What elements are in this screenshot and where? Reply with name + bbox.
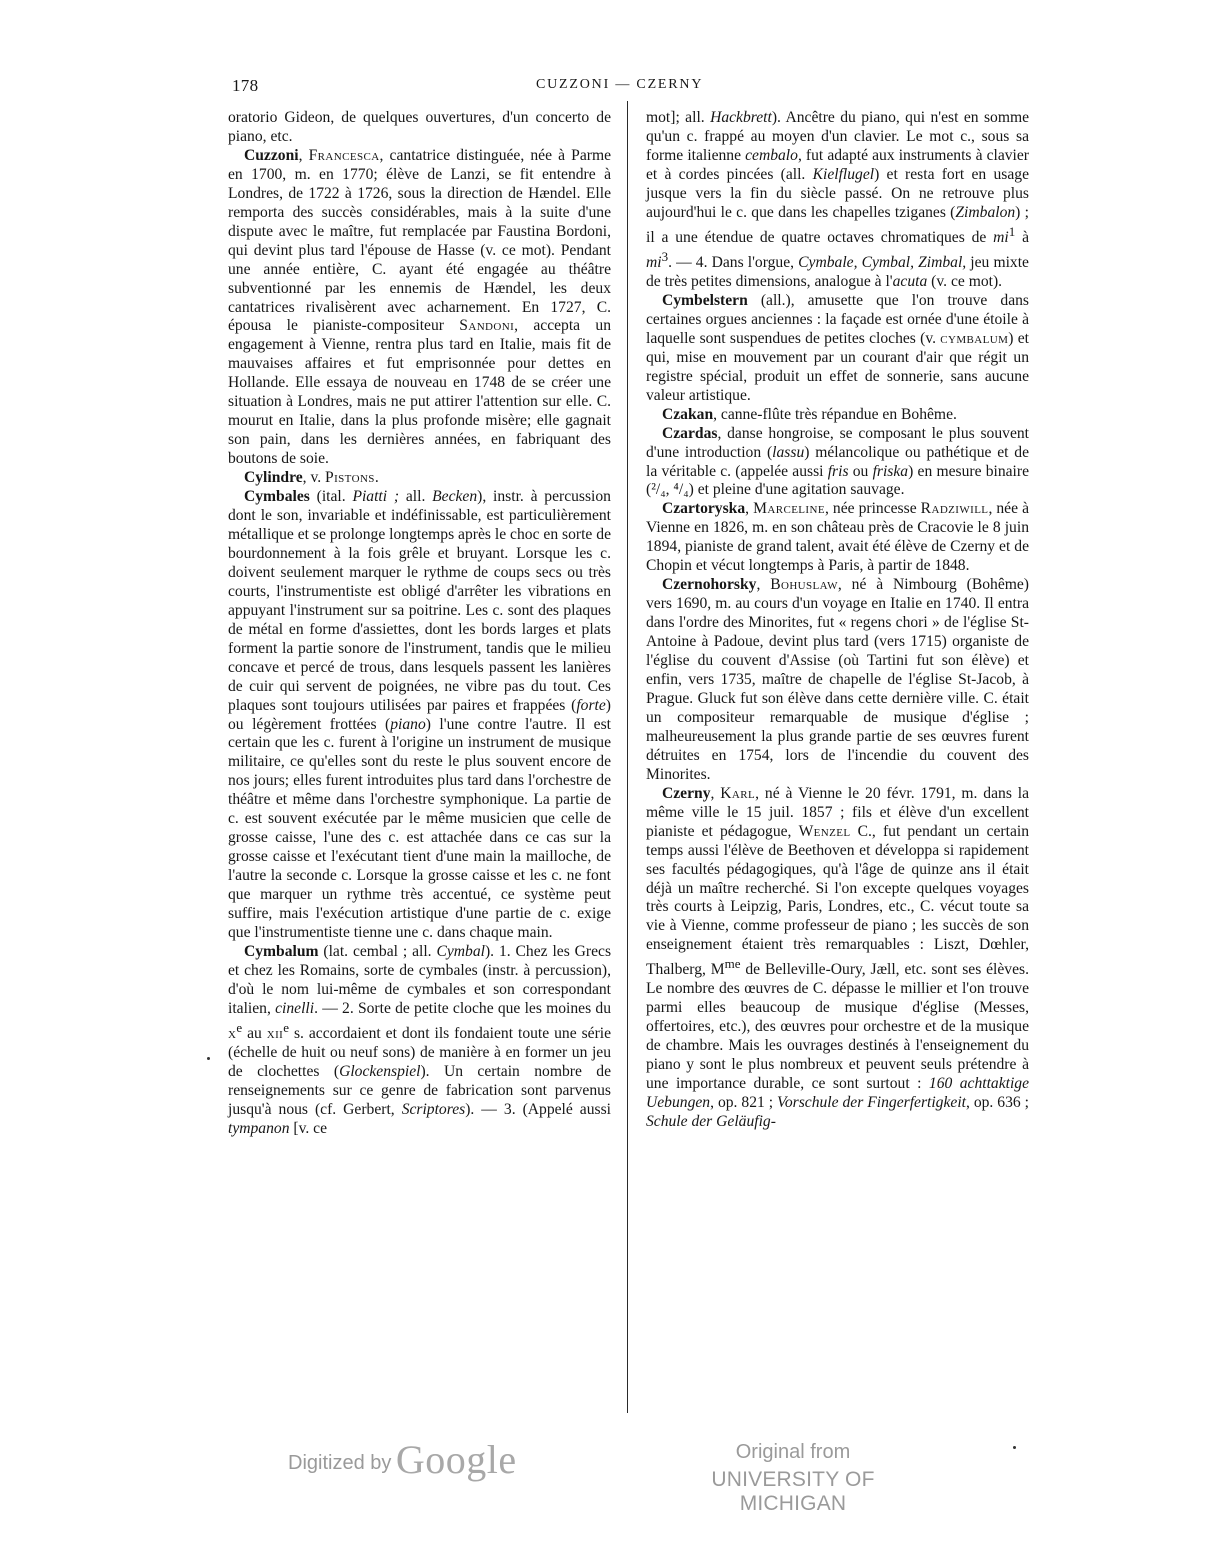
headword: Czerny <box>662 784 711 802</box>
headword: Cymbelstern <box>662 291 748 309</box>
column-rule <box>627 101 628 1413</box>
entry-czernohorsky: Czernohorsky, Bohuslaw, né à Nimbourg (Bohême) vers 1690, m. au cours d'un voyage en Italie en 1740. Il entra dans l'ordre des Minorites, fut « regens chori » de l'église St-Antoine à Padoue, devint plus tard (vers 1715) organiste de l'église du couvent d'Assise (où Tartini fut son élève) et enfin, vers 1735, maître de chapelle de l'église St-Jacob, à Prague. Gluck fut son élève dans cette dernière ville. C. était un compositeur remarquable de musique d'église ; malheureusement la plus grande partie de ses œuvres furent détruites en 1754, lors de l'incendie du couvent des Minorites. <box>646 576 1029 783</box>
entry-czardas: Czardas, danse hongroise, se composant le plus souvent d'une introduction (lassu) mélancolique ou pathétique et de la véritable c. (appelée aussi fris ou friska) en mesure binaire (²/₄, ⁴/₄) et pleine d'une agitation sauvage. <box>646 424 1030 499</box>
headword: Czernohorsky <box>662 576 757 594</box>
headword: Cymbales <box>244 488 310 506</box>
entry-cymbalum: Cymbalum (lat. cembal ; all. Cymbal). 1. Chez les Grecs et chez les Romains, sorte de cymbales (instr. à percussion), d'où le nom lui-même de cymbales et son correspondant italien, cinelli. — 2. Sorte de petite cloche que les moines du $x^e$ au xii$^e$ s. accordaient et dont ils fondaient toute une série (échelle de huit ou neuf sons) de manière à en former un jeu de clochettes (Glockenspiel). Un certain nombre de renseignements sur ce genre de fabrication sont parvenus jusqu'à nous (cf. Gerbert, Scriptores). — 3. (Appelé aussi tympanon [v. ce <box>228 942 612 1137</box>
entry-cymbales: Cymbales (ital. Piatti ; all. Becken), instr. à percussion dont le son, invariable et indéfinissable, est particulièrement métallique et se prolonge longtemps après le choc en sorte de bourdonnement à la fois grêle et bruyant. Lorsque les c. doivent seulement marquer le rythme de coups secs ou très courts, l'instrumentiste est obligé d'arrêter les vibrations en appuyant l'instrument sur sa poitrine. Les c. sont des plaques de métal en forme d'assiettes, dont les bords larges et plats forment la partie sonore de l'instrument, tandis que le milieu concave et percé de trous, dans lesquels passent les lanières de cuir qui servent de poignées, ne vibre pas du tout. Ces plaques sont toujours utilisées par paires et frappées (forte) ou légèrement frottées (piano) l'une contre l'autre. Il est certain que les c. furent à l'origine un instrument de musique militaire, ce qu'elles sont du reste le plus souvent encore de nos jours; elles furent introduites plus tard dans l'orchestre de théâtre et même dans l'orchestre symphonique. La partie de c. est souvent exécutée par le même musicien que celle de grosse caisse, l'une des c. est attachée dans ce cas sur la grosse caisse et l'exécutant tient d'une main la mailloche, de l'autre la seconde c. Lorsque la grosse caisse et les c. ne font que marquer un rythme très accentué, ce système peut suffire, mais l'exécution artistique d'une partie de c. exige que l'instrumentiste tienne une c. dans chaque main. <box>228 488 611 941</box>
entry-cylindre: Cylindre, v. Pistons. <box>244 469 379 487</box>
headword: Czardas <box>662 424 718 442</box>
google-watermark: Digitized by Google <box>288 1437 517 1482</box>
scan-speck <box>207 1057 210 1060</box>
gideon-continuation: oratorio Gideon, de quelques ouvertures, d'un concerto de piano, etc. <box>228 109 611 145</box>
entry-czakan: Czakan, canne-flûte très répandue en Bohême. <box>662 405 957 423</box>
entry-czerny: Czerny, Karl, né à Vienne le 20 févr. 1791, m. dans la même ville le 15 juil. 1857 ; fils et élève d'un excellent pianiste et pédagogue, Wenzel C., fut pendant un certain temps aussi l'élève de Beethoven et développa si rapidement ses facultés pédagogiques, qu'à l'âge de quinze ans il était déjà un maître recherché. Si l'on excepte quelques voyages très courts à Leipzig, Paris, Londres, etc., C. vécut toute sa vie à Vienne, comme professeur de piano ; les succès de son enseignement étaient très remarquables : Liszt, Dœhler, Thalberg, $M^{me}$ de Belleville-Oury, Jæll, etc. sont ses élèves. Le nombre des œuvres de C. dépasse le millier et l'on trouve parmi elles beaucoup de musique d'église (Messes, offertoires, etc.), des œuvres pour orchestre et de la musique de chambre. Mais les ouvrages destinés à l'enseignement du piano y sont le plus nombreux et peuvent seuls prétendre à une importance durable, ce sont surtout : 160 achttaktige Uebungen, op. 821 ; Vorschule der Fingerfertigkeit, op. 636 ; Schule der Geläufig- <box>646 784 1030 1131</box>
running-head: CUZZONI — CZERNY <box>536 77 704 92</box>
headword: Czartoryska <box>662 500 746 518</box>
headword: Czakan <box>662 405 714 423</box>
page-number: 178 <box>232 76 259 95</box>
entry-czartoryska: Czartoryska, Marceline, née princesse Radziwill, née à Vienne en 1826, m. en son château près de Cracovie le 8 juin 1894, pianiste de grand talent, avait été élève de Czerny et de Chopin et vécut longtemps à Paris, à partir de 1848. <box>646 500 1029 575</box>
headword: Cymbalum <box>244 942 319 960</box>
entry-cymbelstern: Cymbelstern (all.), amusette que l'on trouve dans certaines orgues anciennes : la façade est ornée d'une étoile à laquelle sont suspendues de petites cloches (v. cymbalum) et qui, mise en mouvement par un courant d'air que régit un registre spécial, produit un effet de sonnerie, sans aucune valeur artistique. <box>646 291 1029 404</box>
headword: Cuzzoni <box>244 146 299 164</box>
cymbalum-continuation: mot]; all. Hackbrett). Ancêtre du piano, qui n'est en somme qu'un c. frappé au moyen d'un clavier. Le mot c., sous sa forme italienne cembalo, fut adapté aux instruments à clavier et à cordes pincées (all. Kielflugel) et resta fort en usage jusque vers la fin du siècle passé. On ne retrouve plus aujourd'hui le c. que dans les chapelles tziganes (Zimbalon) ; il a une étendue de quatre octaves chromatiques de $mi^1$ à $mi^3$. — 4. Dans l'orgue, Cymbale, Cymbal, Zimbal, jeu mixte de très petites dimensions, analogue à l'acuta (v. ce mot). <box>646 109 1029 290</box>
entry-cuzzoni: Cuzzoni, Francesca, cantatrice distinguée, née à Parme en 1700, m. en 1770; élève de Lanzi, se fit entendre à Londres, de 1722 à 1726, sous la direction de Hændel. Elle remporta des succès considérables, mais à la suite d'une dispute avec le maître, fut remplacée par Faustina Bordoni, qui devint plus tard l'épouse de Hasse (v. ce mot). Pendant une année entière, C. ayant été engagée au théâtre subventionné par les ennemis de Hændel, les deux cantatrices rivalisèrent avec acharnement. En 1727, C. épousa le pianiste-compositeur Sandoni, accepta un engagement à Vienne, rentra plus tard en Italie, mais fit de mauvaises affaires et fut emprisonnée pour dettes en Hollande. Elle essaya de nouveau en 1748 de se créer une situation à Londres, mais ne put attirer l'attention sur elle. C. mourut en Italie, dans la plus profonde misère; elle gagnait son pain, dans les dernières années, en fabriquant des boutons de soie. <box>228 146 611 468</box>
left-column <box>228 109 611 1139</box>
scan-speck <box>1013 1446 1016 1449</box>
right-column <box>646 109 1029 1132</box>
headword: Cylindre <box>244 469 303 487</box>
library-watermark: Original from UNIVERSITY OF MICHIGAN <box>711 1441 875 1515</box>
google-logo: Google <box>395 1437 517 1482</box>
